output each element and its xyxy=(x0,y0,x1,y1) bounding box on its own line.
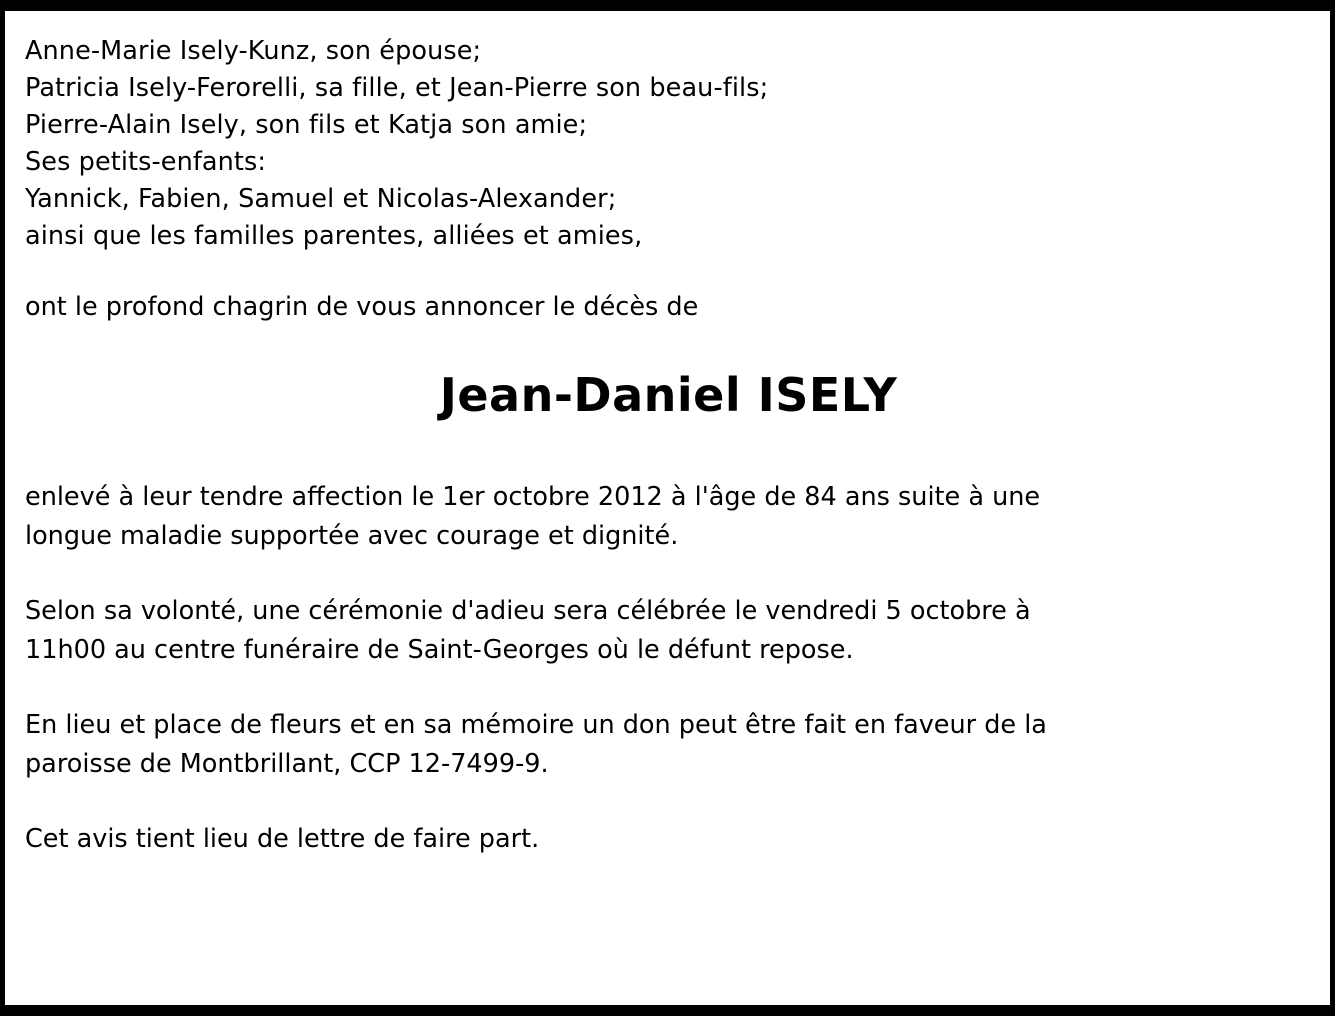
paragraph-passing xyxy=(25,478,1285,556)
family-line: Yannick, Fabien, Samuel et Nicolas-Alexander; xyxy=(25,184,617,214)
family-line: Pierre-Alain Isely, son fils et Katja son amie; xyxy=(25,110,588,140)
paragraph-notice xyxy=(25,820,1285,859)
announcement-text: ont le profond chagrin de vous annoncer le décès de xyxy=(25,292,699,322)
family-line: Patricia Isely-Ferorelli, sa fille, et Jean-Pierre son beau-fils; xyxy=(25,73,769,103)
spacer xyxy=(25,670,1330,706)
deceased-name: Jean-Daniel ISELY xyxy=(439,368,898,422)
spacer xyxy=(25,422,1330,478)
spacer xyxy=(25,556,1330,592)
notice-content xyxy=(5,11,1330,859)
paragraph-donation xyxy=(25,706,1285,784)
spacer xyxy=(25,255,1330,289)
family-list xyxy=(25,33,1330,255)
paragraph-line: paroisse de Montbrillant, CCP 12-7499-9. xyxy=(25,749,549,779)
paragraph-line: enlevé à leur tendre affection le 1er octobre 2012 à l'âge de 84 ans suite à une xyxy=(25,482,1041,512)
family-line: Ses petits-enfants: xyxy=(25,147,267,177)
family-line: ainsi que les familles parentes, alliées et amies, xyxy=(25,221,643,251)
paragraph-line: Selon sa volonté, une cérémonie d'adieu sera célébrée le vendredi 5 octobre à xyxy=(25,596,1031,626)
paragraph-line: Cet avis tient lieu de lettre de faire part. xyxy=(25,824,540,854)
paragraph-line: longue maladie supportée avec courage et dignité. xyxy=(25,521,679,551)
paragraph-ceremony xyxy=(25,592,1285,670)
paragraph-line: En lieu et place de fleurs et en sa mémoire un don peut être fait en faveur de la xyxy=(25,710,1047,740)
paragraph-line: 11h00 au centre funéraire de Saint-Georges où le défunt repose. xyxy=(25,635,854,665)
family-line: Anne-Marie Isely-Kunz, son épouse; xyxy=(25,36,482,66)
spacer xyxy=(25,784,1330,820)
